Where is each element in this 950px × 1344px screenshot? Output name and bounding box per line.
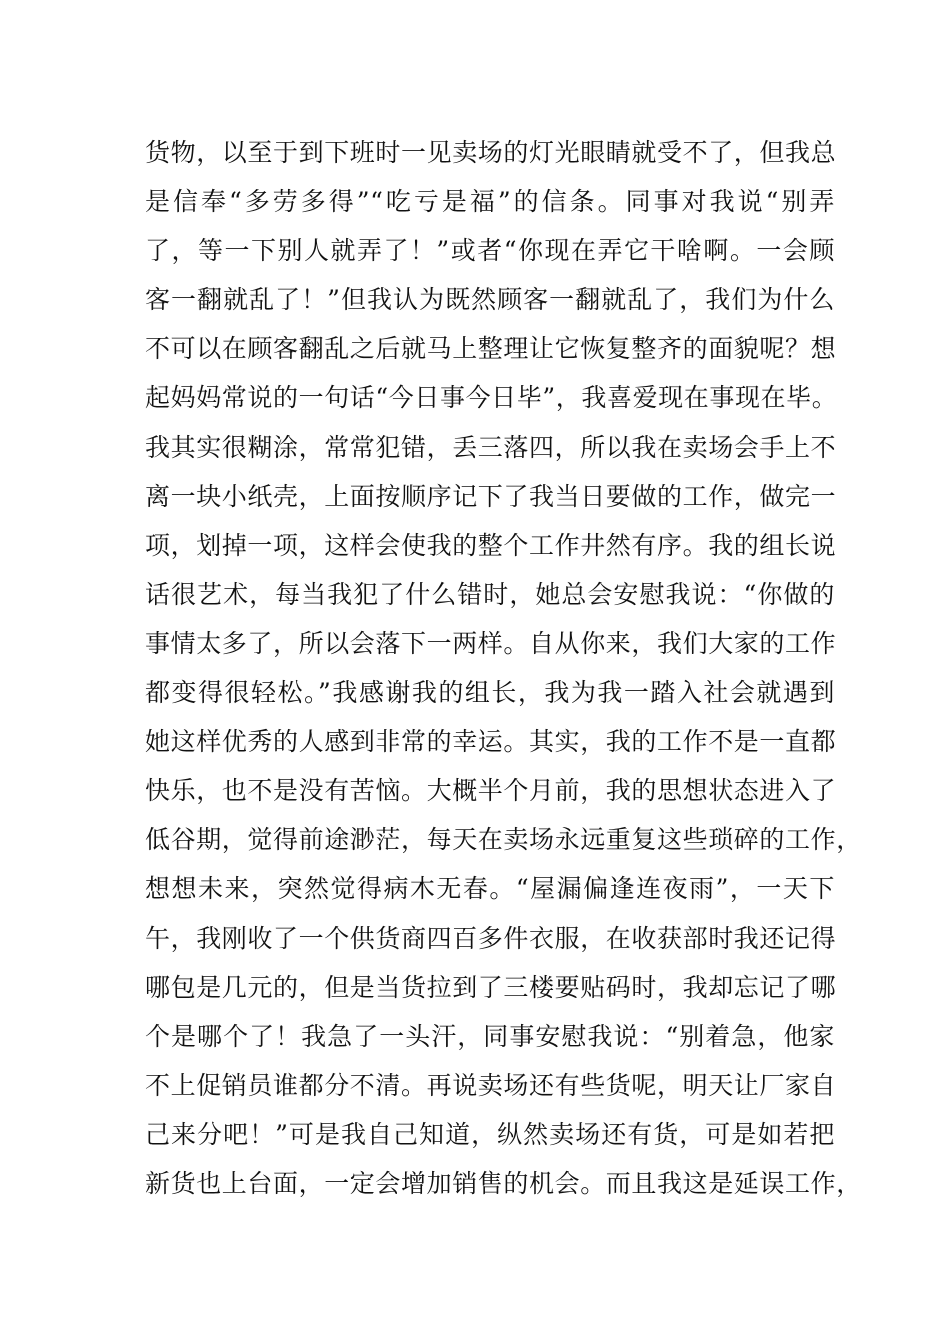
text-line: 话很艺术，每当我犯了什么错时，她总会安慰我说：“你做的 [145,579,835,609]
text-line: 个是哪个了！我急了一头汗，同事安慰我说：“别着急，他家 [145,1021,835,1051]
text-line: 我其实很糊涂，常常犯错，丢三落四，所以我在卖场会手上不 [145,432,837,462]
text-line: 不上促销员谁都分不清。再说卖场还有些货呢，明天让厂家自 [145,1070,837,1100]
text-line: 哪包是几元的，但是当货拉到了三楼要贴码时，我却忘记了哪 [145,972,837,1002]
text-line: 快乐，也不是没有苦恼。大概半个月前，我的思想状态进入了 [145,776,837,806]
body-text [145,128,862,1208]
text-line: 离一块小纸壳，上面按顺序记下了我当日要做的工作，做完一 [145,481,837,511]
text-line: 想想未来，突然觉得病木无春。“屋漏偏逢连夜雨”，一天下 [145,874,835,904]
text-line: 了，等一下别人就弄了！”或者“你现在弄它干啥啊。一会顾 [145,236,835,266]
text-line: 是信奉“多劳多得”“吃亏是福”的信条。同事对我说“别弄 [145,187,835,217]
text-line: 低谷期，觉得前途渺茫，每天在卖场永远重复这些琐碎的工作， [145,825,862,855]
text-line: 不可以在顾客翻乱之后就马上整理让它恢复整齐的面貌呢？想 [145,334,837,364]
text-line: 午，我刚收了一个供货商四百多件衣服，在收获部时我还记得 [145,923,837,953]
text-line: 项，划掉一项，这样会使我的整个工作井然有序。我的组长说 [145,530,837,560]
text-line: 新货也上台面，一定会增加销售的机会。而且我这是延误工作， [145,1168,862,1198]
text-line: 己来分吧！”可是我自己知道，纵然卖场还有货，可是如若把 [145,1119,835,1149]
text-line: 都变得很轻松。”我感谢我的组长，我为我一踏入社会就遇到 [145,678,835,708]
text-line: 她这样优秀的人感到非常的幸运。其实，我的工作不是一直都 [145,727,837,757]
text-line: 起妈妈常说的一句话“今日事今日毕”，我喜爱现在事现在毕。 [145,383,838,413]
text-line: 事情太多了，所以会落下一两样。自从你来，我们大家的工作 [145,628,837,658]
text-line: 客一翻就乱了！”但我认为既然顾客一翻就乱了，我们为什么 [145,285,835,315]
text-line: 货物，以至于到下班时一见卖场的灯光眼睛就受不了，但我总 [145,138,837,167]
